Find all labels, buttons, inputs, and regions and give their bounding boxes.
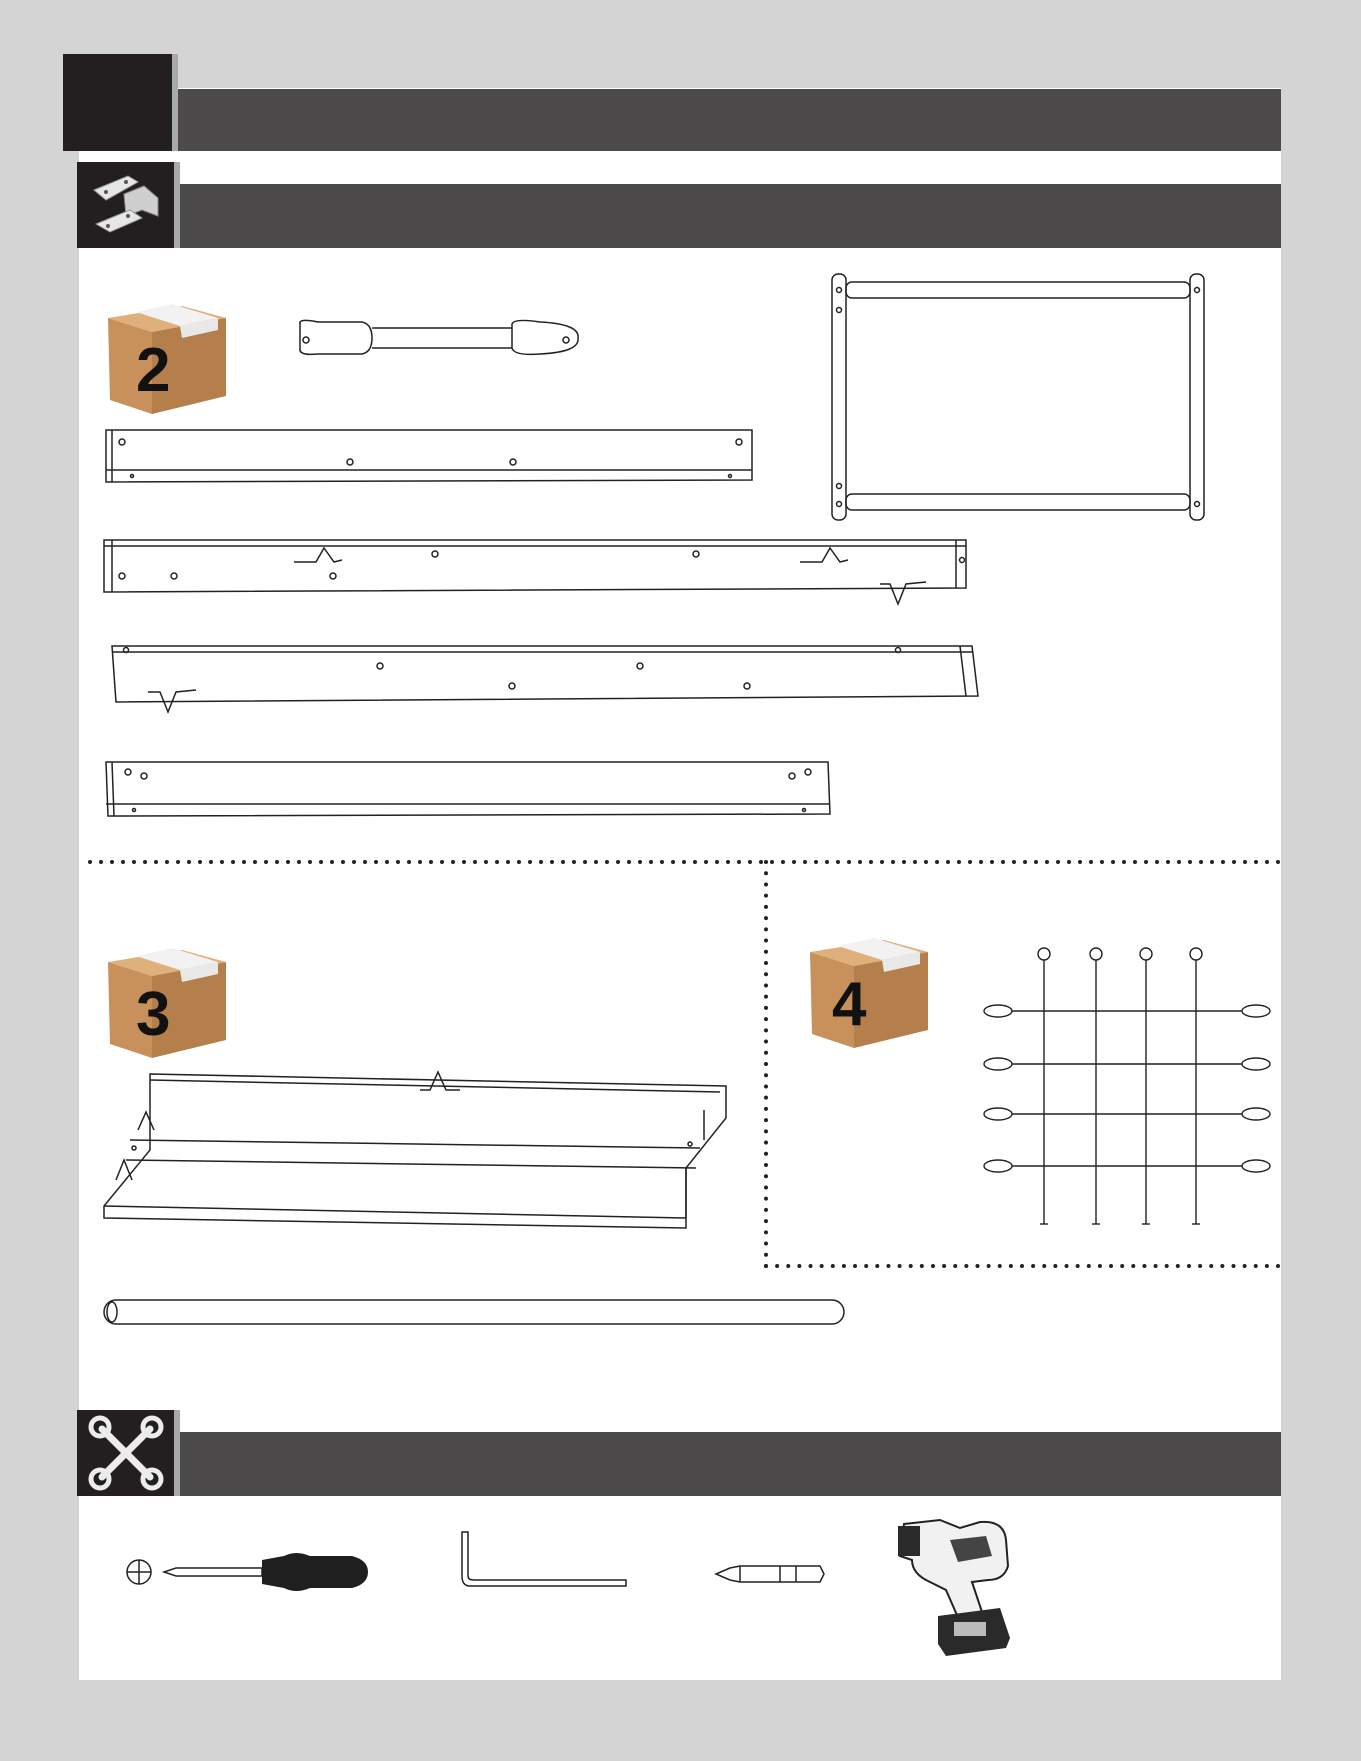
rail-with-hook-part [112, 646, 978, 712]
wire-grid-part [984, 948, 1270, 1224]
box-number-label: 3 [136, 980, 171, 1049]
long-tube-part [104, 1300, 844, 1324]
dotted-separator-vertical [764, 860, 768, 1268]
horizontal-wires [984, 1005, 1270, 1172]
box-number-label: 2 [136, 336, 171, 405]
handle-part [300, 320, 578, 354]
screwdriver-tool [127, 1560, 262, 1584]
vertical-wires [1038, 948, 1202, 1224]
dotted-separator-top [88, 860, 1280, 864]
dotted-separator-bottom [764, 1264, 1280, 1268]
drill-bit-tool [716, 1566, 824, 1582]
screwdriver-handle [262, 1553, 368, 1591]
hex-key-tool [462, 1532, 626, 1586]
rail-with-hooks-part [104, 540, 966, 604]
cordless-drill-tool [898, 1520, 1010, 1656]
rail-part [106, 430, 752, 482]
short-rail-part [106, 762, 830, 816]
shelf-tray-part [104, 1072, 726, 1228]
box-number-label: 4 [832, 970, 867, 1039]
side-frame-part [832, 274, 1204, 520]
